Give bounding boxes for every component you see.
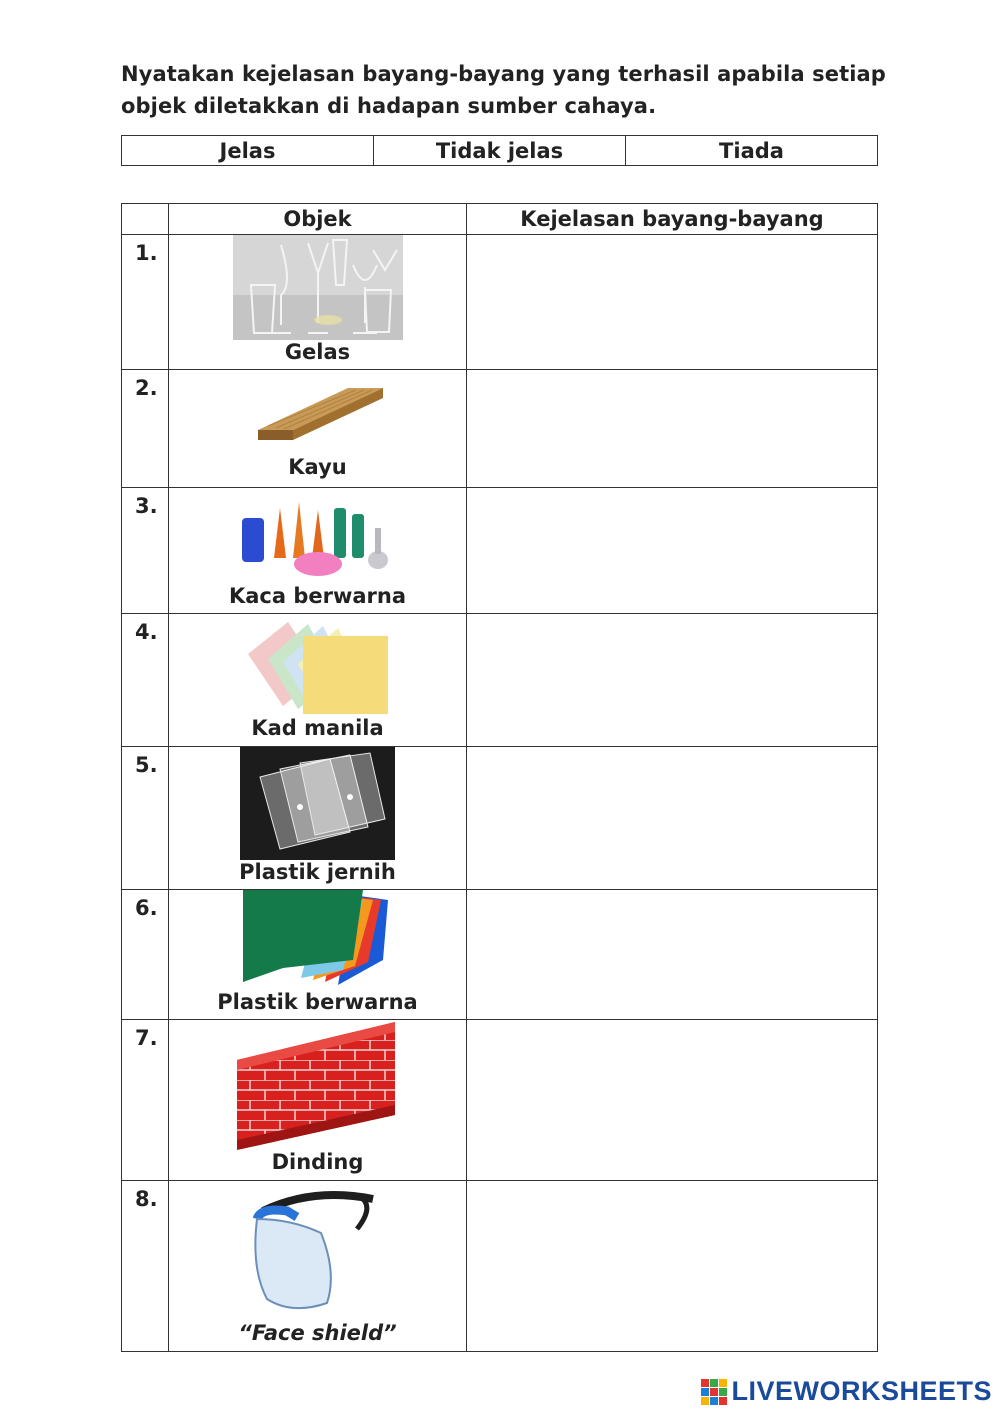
table-row — [122, 1020, 878, 1181]
colored-glass-image — [238, 488, 398, 584]
table-row — [122, 747, 878, 890]
object-cell — [169, 614, 467, 747]
answer-options-table — [121, 135, 878, 166]
answer-drop-cell-2[interactable] — [467, 370, 878, 488]
row-number: 2. — [122, 370, 169, 488]
row-number: 7. — [122, 1020, 169, 1181]
table-row — [122, 1181, 878, 1352]
answer-drop-cell-5[interactable] — [467, 747, 878, 890]
answer-option-tiada[interactable]: Tiada — [626, 136, 878, 166]
header-object: Objek — [169, 204, 467, 235]
object-cell — [169, 1020, 467, 1181]
answer-drop-cell-4[interactable] — [467, 614, 878, 747]
answer-option-tidak-jelas[interactable]: Tidak jelas — [374, 136, 626, 166]
wood-plank-image — [248, 370, 388, 455]
header-clarity: Kejelasan bayang-bayang — [467, 204, 878, 235]
object-label: Dinding — [271, 1150, 364, 1174]
row-number: 4. — [122, 614, 169, 747]
brick-wall-image — [235, 1020, 400, 1150]
object-cell — [169, 370, 467, 488]
answer-drop-cell-1[interactable] — [467, 235, 878, 370]
header-number — [122, 204, 169, 235]
object-label: Gelas — [284, 340, 351, 364]
answer-drop-cell-7[interactable] — [467, 1020, 878, 1181]
instruction-text: Nyatakan kejelasan bayang-bayang yang terhasil apabila setiap objek diletakkan di hadapan sumber cahaya. — [121, 62, 886, 118]
object-label: Plastik jernih — [239, 860, 396, 884]
object-label: “Face shield” — [238, 1321, 397, 1345]
face-shield-image — [243, 1189, 393, 1321]
answer-option-jelas[interactable]: Jelas — [122, 136, 374, 166]
manila-card-image — [243, 614, 393, 716]
clear-plastic-image — [240, 747, 395, 860]
row-number: 1. — [122, 235, 169, 370]
table-row — [122, 614, 878, 747]
row-number: 3. — [122, 488, 169, 614]
answer-drop-cell-6[interactable] — [467, 890, 878, 1020]
answer-drop-cell-3[interactable] — [467, 488, 878, 614]
object-label: Kad manila — [251, 716, 384, 740]
object-cell — [169, 235, 467, 370]
object-label: Kayu — [288, 455, 347, 479]
liveworksheets-logo — [701, 1376, 992, 1407]
object-cell — [169, 890, 467, 1020]
object-label: Plastik berwarna — [217, 990, 418, 1014]
objects-table — [121, 203, 878, 1352]
row-number: 5. — [122, 747, 169, 890]
row-number: 6. — [122, 890, 169, 1020]
table-row — [122, 235, 878, 370]
logo-text: LIVEWORKSHEETS — [731, 1376, 992, 1406]
table-row — [122, 370, 878, 488]
answer-drop-cell-8[interactable] — [467, 1181, 878, 1352]
object-cell — [169, 747, 467, 890]
object-label: Kaca berwarna — [228, 584, 407, 608]
object-cell — [169, 1181, 467, 1352]
row-number: 8. — [122, 1181, 169, 1352]
colored-plastic-image — [243, 890, 393, 990]
table-row — [122, 890, 878, 1020]
logo-grid-icon — [701, 1379, 727, 1405]
object-cell — [169, 488, 467, 614]
table-row — [122, 488, 878, 614]
glasses-image — [233, 235, 403, 340]
